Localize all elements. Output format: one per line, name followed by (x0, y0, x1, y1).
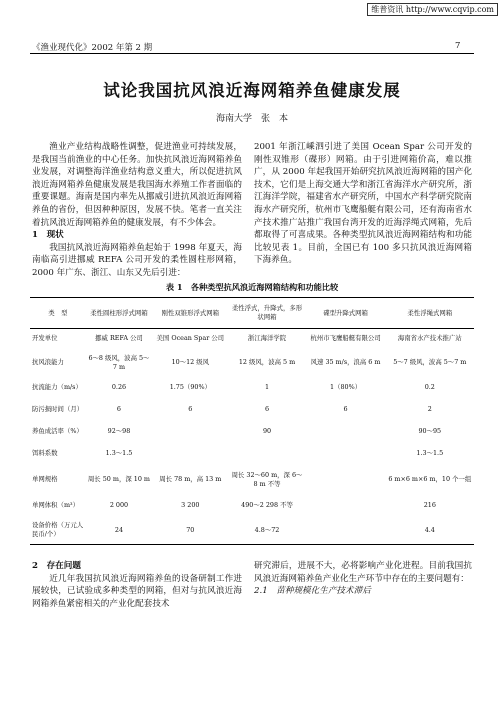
table-cell (152, 443, 228, 465)
section-heading-status: 1 现状 (32, 230, 64, 241)
row-label: 抗流能力（m/s） (32, 383, 82, 391)
header-rule (30, 53, 474, 54)
table-cell (306, 421, 386, 443)
table-cell (306, 443, 386, 465)
table-row (30, 399, 474, 421)
table-cell: 周长 50 m，深 10 m (87, 475, 150, 483)
subsection-heading: 2.1 苗种规模化生产技术滞后 (254, 586, 371, 597)
table-cell: 1 (264, 383, 270, 391)
table-row (30, 465, 474, 495)
table-cell: 90～95 (418, 427, 442, 435)
row-label: 设备价格（万元人民币/个） (32, 521, 84, 539)
table-cell: 海南省水产技术推广站 (397, 334, 462, 343)
table-cell: 周长 32～60 m，深 6～8 m 不等 (231, 470, 303, 488)
table-cell: 490～2 298 不等 (241, 501, 293, 509)
table-cell: 90 (262, 427, 272, 435)
table-row (30, 349, 474, 377)
table-cell: 4.4 (424, 525, 435, 534)
row-label: 防污损时间（月） (32, 405, 84, 413)
table-cell: 0.26 (111, 383, 127, 391)
table-cell: 4.8～72 (254, 525, 280, 534)
right-column-bottom (254, 560, 472, 598)
table-cell: 70 (186, 525, 195, 534)
table-cell: 6～8 级风，波高 5～7 m (88, 353, 150, 371)
table-cell: 6 (343, 405, 348, 413)
table-cell: 2 (427, 405, 432, 413)
comparison-table (30, 297, 474, 545)
table-header-row (30, 298, 474, 329)
table-cell: 1（80%） (330, 383, 362, 391)
table-cell (306, 465, 386, 495)
table-cell: 浙江海洋学院 (247, 334, 287, 343)
table-cell: 1.3～1.5 (105, 449, 133, 457)
table-cell: 216 (423, 501, 436, 509)
author-line: 海南大学 张 本 (215, 114, 288, 124)
table-cell: 5～7 级风，波高 5～7 m (393, 358, 467, 366)
table-cell: 92～98 (107, 427, 131, 435)
left-column-top (32, 141, 242, 280)
table-cell: 风速 35 m/s，浪高 6 m (310, 358, 381, 366)
table-cell: 10～12 级风 (171, 358, 210, 366)
table-cell: 2 000 (109, 501, 129, 509)
table-cell (306, 517, 386, 545)
table-cell: 6 m×6 m×6 m，10 个一组 (388, 475, 472, 483)
status-paragraph: 我国抗风浪近海网箱养鱼起始于 1998 年夏天，海南临高引进挪威 REFA 公司开发的柔性圆柱形网箱，2000 年广东、浙江、山东又先后引进： (32, 242, 242, 278)
table-row (30, 329, 474, 349)
watermark: 维普资讯 http://www.cqvip.com (367, 3, 498, 16)
table-cell: 12 级风，波高 5 m (238, 358, 296, 366)
table-cell: 24 (114, 525, 124, 534)
table-header-cell: 柔性浮绳式网箱 (407, 308, 453, 317)
table-cell: 6 (188, 405, 193, 413)
table-row (30, 421, 474, 443)
right-column-top (254, 141, 472, 267)
table-cell: 美国 Ocean Spar 公司 (156, 334, 225, 343)
table-row (30, 443, 474, 465)
table-row (30, 495, 474, 517)
page-number: 7 (455, 41, 461, 51)
problems-paragraph: 近几年我国抗风浪近海网箱养鱼的设备研制工作进展较快，已试验成多种类型的网箱，但对与抗风浪近海网箱养鱼紧密相关的产业化配套技术 (32, 573, 242, 609)
section-heading-problems: 2 存在问题 (32, 561, 81, 571)
table-row (30, 377, 474, 399)
row-label: 单网规格 (32, 475, 58, 483)
table-cell: 6 (116, 405, 121, 413)
table-cell: 3 200 (181, 501, 200, 509)
row-label: 开发单位 (32, 334, 58, 343)
row-label: 养鱼成活率（%） (32, 427, 83, 435)
problems-continued-paragraph: 研究滞后，进展不大，必将影响产业化进程。目前我国抗风浪近海网箱养鱼产业化生产环节中存在的主要问题有： (254, 561, 472, 584)
table-header-cell: 碟型升降式网箱 (323, 308, 368, 317)
row-label: 抗风浪能力 (32, 358, 64, 366)
table-header-cell: 刚性双锥形浮式网箱 (161, 308, 220, 317)
table-cell (152, 421, 228, 443)
table-cell: 挪威 REFA 公司 (95, 334, 143, 343)
table-cell (228, 443, 305, 465)
intro-paragraph: 渔业产业结构战略性调整，促进渔业可持续发展，是我国当前渔业的中心任务。加快抗风浪近海网箱养鱼业发展，对调整海洋渔业结构意义重大，所以促进抗风浪近海网箱养鱼健康发展是我国海水养殖工作者面临的重要课题。海南是国内率先从挪威引进抗风浪近海网箱养鱼的省份，但因种种原因，发展不快。笔者一直关注着抗风浪近海网箱养鱼的健康发展，有不少体会。 (32, 142, 242, 228)
continued-paragraph: 2001 年浙江嵊泗引进了美国 Ocean Spar 公司开发的刚性双锥形（碟形）网箱。由于引进网箱价高，难以推广，从 2000 年起我国开始研究抗风浪近海网箱的国产化技术，它们是上海交通大学和浙江省海洋水产研究所，浙江海洋学院，福建省水产研究所，中国水产科学研究院南海水产研究所，杭州市飞鹰船艇有限公司，还有海南省水产技术推广站推广我国台湾开发的近海浮绳式网箱，先后都取得了可喜成果。各种类型抗风浪近海网箱结构和功能比较见表 1。目前，全国已有 100 多只抗风浪近海网箱下海养鱼。 (254, 142, 472, 266)
table-cell (306, 495, 386, 517)
article-title: 试论我国抗风浪近海网箱养鱼健康发展 (103, 81, 401, 100)
table-caption: 表 1 各种类型抗风浪近海网箱结构和功能比较 (165, 282, 339, 292)
left-column-bottom (32, 560, 242, 610)
table-row (30, 517, 474, 545)
row-label: 饵料系数 (32, 449, 58, 457)
table-cell: 6 (264, 405, 270, 413)
table-header-cell: 类 型 (48, 308, 68, 317)
table-header-cell: 柔性圆柱形浮式网箱 (90, 308, 148, 317)
table-cell: 1.75（90%） (169, 383, 211, 391)
table-cell: 1.3～1.5 (416, 449, 444, 457)
table-header-cell: 柔性浮式，升降式，多形状网箱 (231, 304, 303, 321)
row-label: 单网体积（m³） (32, 501, 79, 509)
table-cell: 杭州市飞鹰船艇有限公司 (310, 334, 381, 343)
table-cell: 0.2 (424, 383, 435, 391)
journal-header: 《渔业现代化》2002 年第 2 期 (32, 43, 153, 53)
table-cell: 周长 78 m，高 13 m (159, 475, 222, 483)
